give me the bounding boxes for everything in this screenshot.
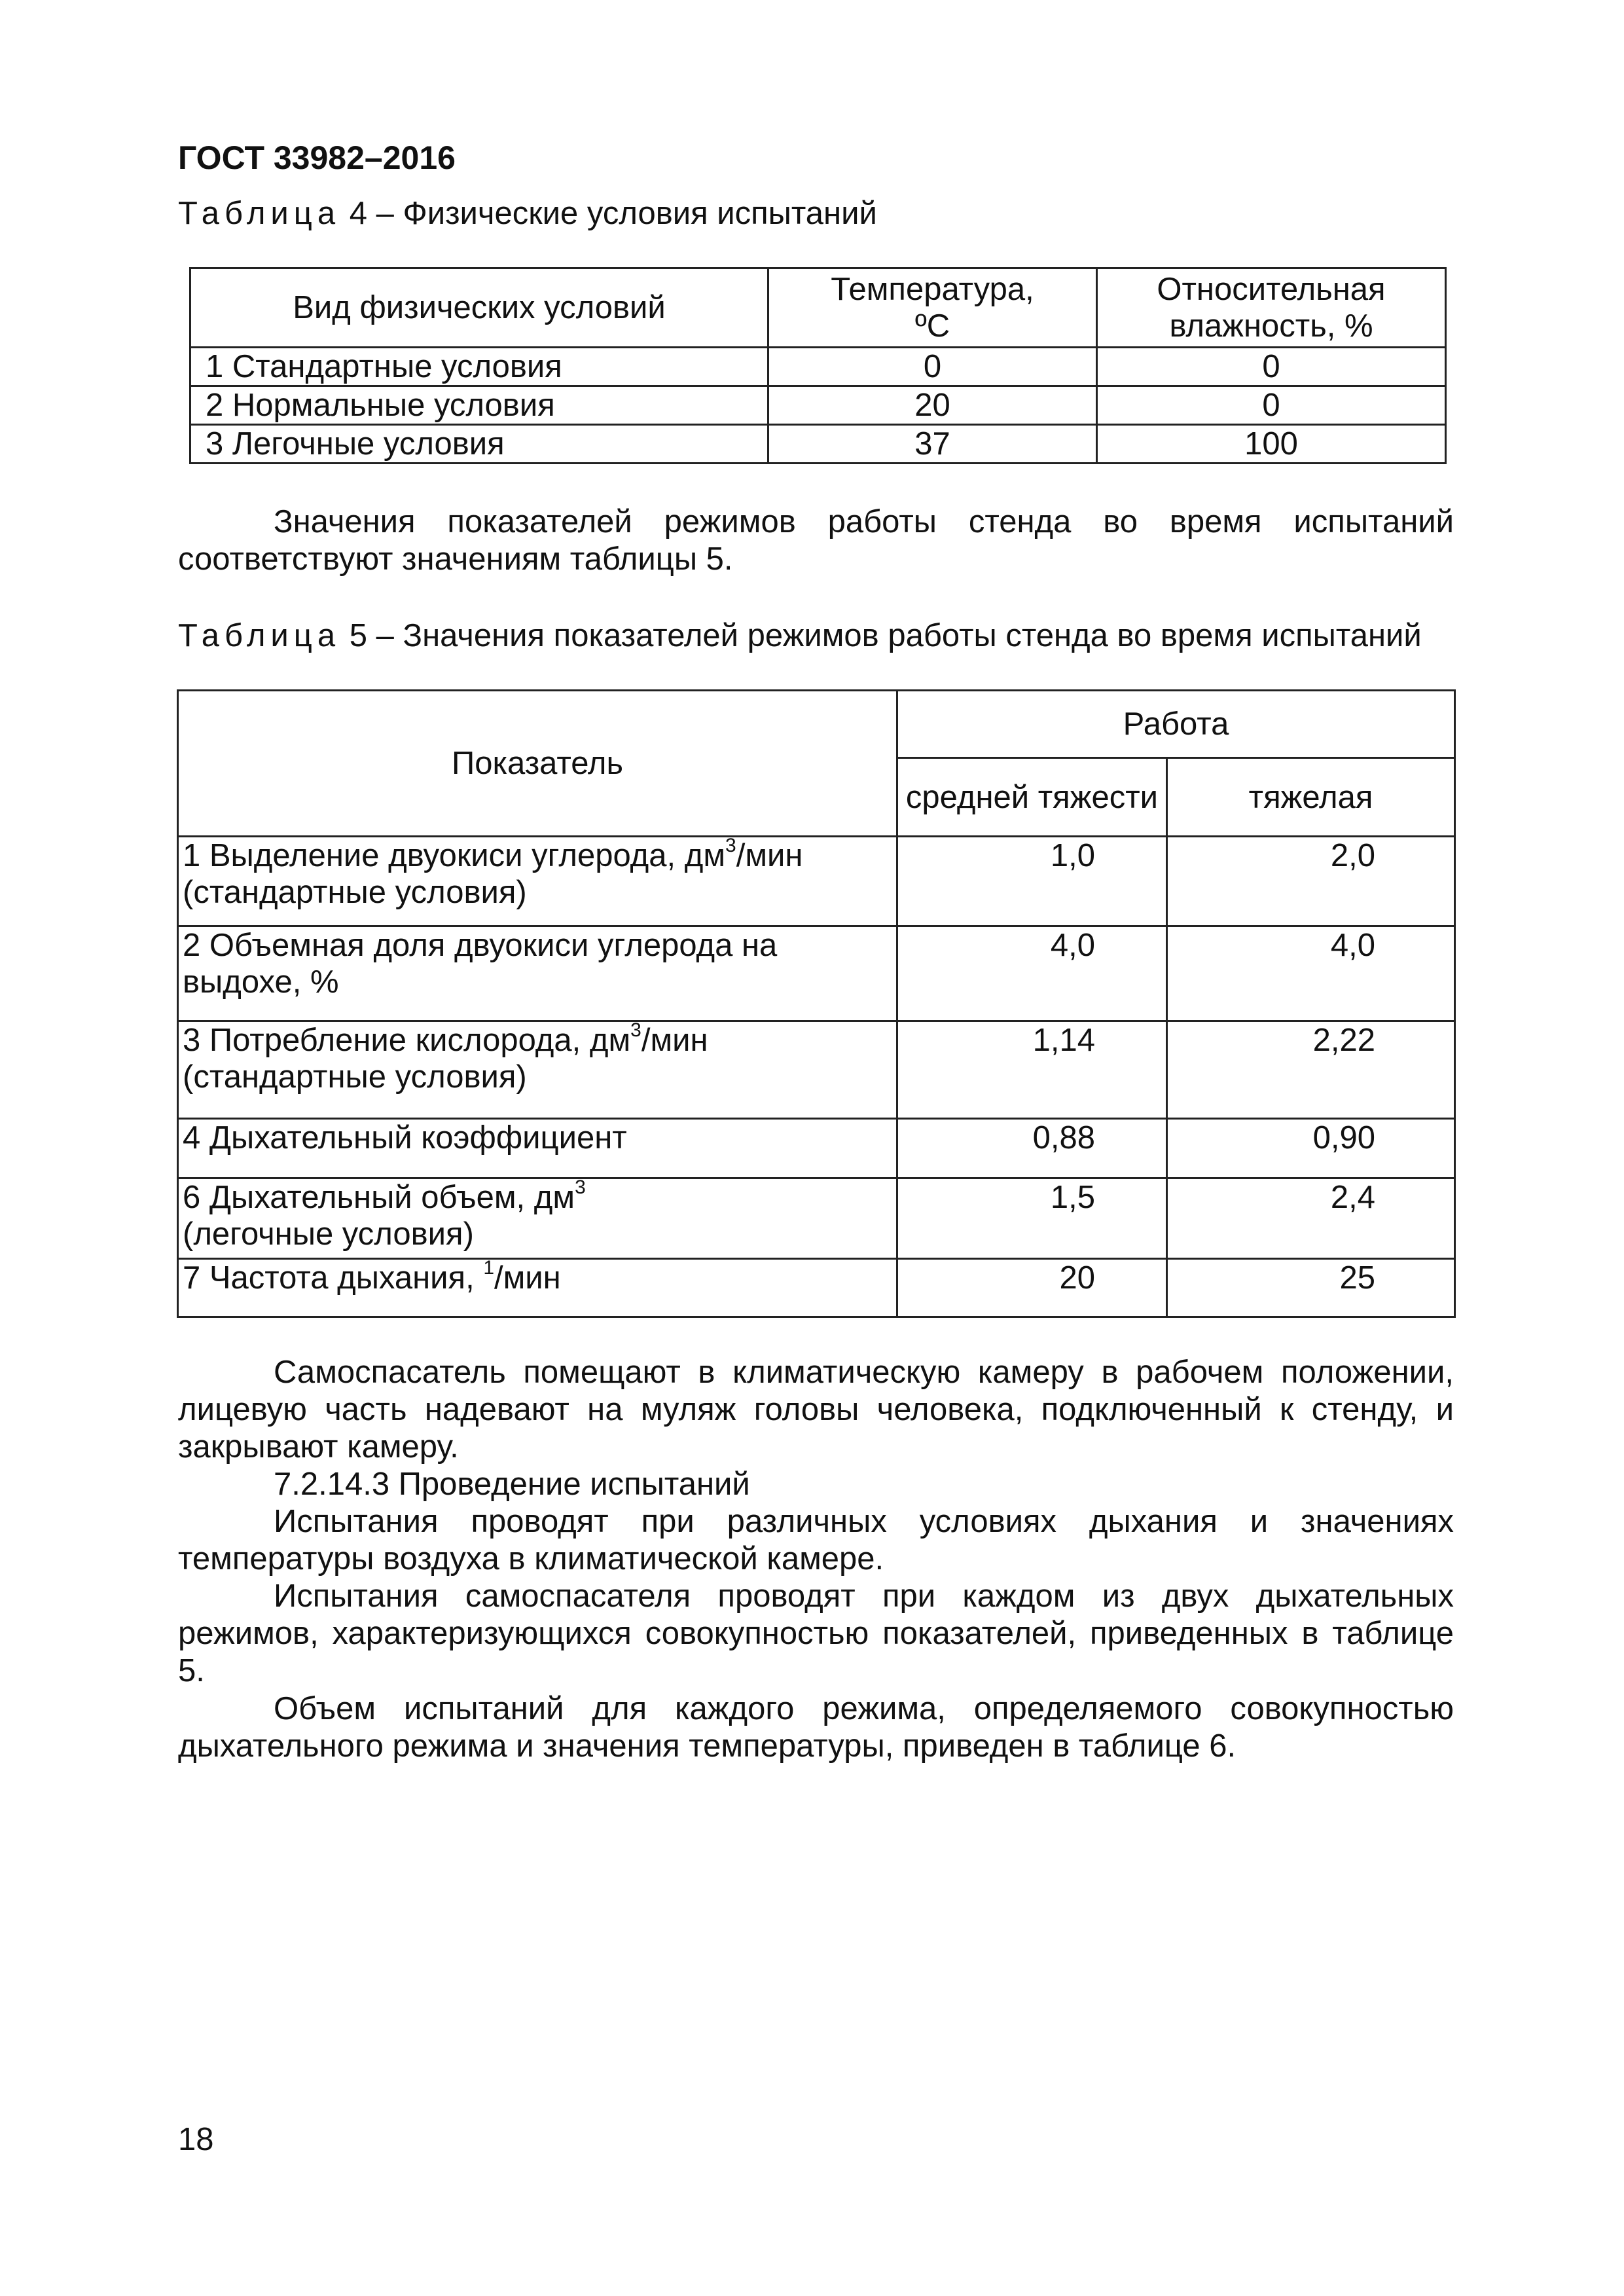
table5-header-heavy: тяжелая xyxy=(1167,758,1455,837)
table4-cell: 37 xyxy=(768,425,1097,464)
table5-value-heavy: 4,0 xyxy=(1167,926,1455,1021)
table-row xyxy=(190,386,1446,425)
table4-header-row xyxy=(190,268,1446,348)
table5-header-indicator: Показатель xyxy=(178,691,897,837)
table-row xyxy=(178,1259,1455,1317)
table4-cell: 20 xyxy=(768,386,1097,425)
document-id: ГОСТ 33982–2016 xyxy=(178,139,456,176)
table5-caption-word: Таблица xyxy=(178,618,341,653)
table5-value-heavy: 0,90 xyxy=(1167,1119,1455,1178)
table-row xyxy=(178,837,1455,926)
table4-cell: 0 xyxy=(768,348,1097,386)
table4-caption xyxy=(178,195,877,232)
table-row xyxy=(190,425,1446,464)
table5 xyxy=(177,689,1456,1318)
section-heading: 7.2.14.3 Проведение испытаний xyxy=(274,1467,750,1502)
table5-value-medium: 20 xyxy=(897,1259,1167,1317)
table5-caption xyxy=(178,617,1422,654)
table5-indicator-cell: 2 Объемная доля двуокиси углерода на выдохе, % xyxy=(178,926,897,1021)
table5-value-medium: 1,14 xyxy=(897,1021,1167,1119)
table4-cell: 0 xyxy=(1097,386,1446,425)
table4-header-kind: Вид физических условий xyxy=(190,268,768,348)
table-row xyxy=(178,926,1455,1021)
page-number: 18 xyxy=(178,2122,214,2157)
table5-indicator-cell: 4 Дыхательный коэффициент xyxy=(178,1119,897,1178)
table5-value-medium: 0,88 xyxy=(897,1119,1167,1178)
table5-value-heavy: 2,0 xyxy=(1167,837,1455,926)
table4-caption-word: Таблица xyxy=(178,196,341,231)
paragraph-table5-intro: Значения показателей режимов работы стенда во время испытаний соответствуют значениям таблицы 5. xyxy=(178,504,1454,577)
table5-indicator-cell: 3 Потребление кислорода, $дм^3$/мин (стандартные условия) xyxy=(178,1021,897,1119)
table5-value-heavy: 25 xyxy=(1167,1259,1455,1317)
table5-header-medium: средней тяжести xyxy=(897,758,1167,837)
table5-caption-text: 5 – Значения показателей режимов работы стенда во время испытаний xyxy=(340,618,1422,653)
table4 xyxy=(189,267,1447,464)
table-row xyxy=(178,1021,1455,1119)
table-row xyxy=(190,348,1446,386)
table5-header-row xyxy=(178,691,1455,758)
table5-indicator-cell: 1 Выделение двуокиси углерода, $дм^3$/мин (стандартные условия) xyxy=(178,837,897,926)
table5-value-heavy: 2,22 xyxy=(1167,1021,1455,1119)
paragraph-modes: Испытания самоспасателя проводят при каждом из двух дыхательных режимов, характеризующихся совокупностью показателей, приведенных в таблице 5. xyxy=(178,1578,1454,1688)
table5-value-medium: 4,0 xyxy=(897,926,1167,1021)
table4-cell: 3 Легочные условия xyxy=(190,425,768,464)
table5-indicator-cell: 7 Частота дыхания, $^1$/мин xyxy=(178,1259,897,1317)
table4-header-humidity: Относительная влажность, % xyxy=(1097,268,1446,348)
table5-header-work: Работа xyxy=(897,691,1455,758)
paragraph-chamber: Самоспасатель помещают в климатическую камеру в рабочем положении, лицевую часть надевают на муляж головы человека, подключенный к стенду, и закрывают камеру. xyxy=(178,1355,1454,1465)
table5-indicator-cell: 6 Дыхательный объем, $дм^3$ (легочные условия) xyxy=(178,1178,897,1259)
paragraph-conditions: Испытания проводят при различных условиях дыхания и значениях температуры воздуха в климатической камере. xyxy=(178,1504,1454,1576)
paragraph-scope: Объем испытаний для каждого режима, определяемого совокупностью дыхательного режима и значения температуры, приведен в таблице 6. xyxy=(178,1691,1454,1764)
table5-value-medium: 1,5 xyxy=(897,1178,1167,1259)
table5-value-heavy: 2,4 xyxy=(1167,1178,1455,1259)
table-row xyxy=(178,1178,1455,1259)
table4-cell: 100 xyxy=(1097,425,1446,464)
table4-cell: 1 Стандартные условия xyxy=(190,348,768,386)
table4-cell: 0 xyxy=(1097,348,1446,386)
table4-header-temperature: Температура, ºС xyxy=(768,268,1097,348)
table5-value-medium: 1,0 xyxy=(897,837,1167,926)
table-row xyxy=(178,1119,1455,1178)
table4-caption-text: 4 – Физические условия испытаний xyxy=(340,196,877,231)
table4-cell: 2 Нормальные условия xyxy=(190,386,768,425)
